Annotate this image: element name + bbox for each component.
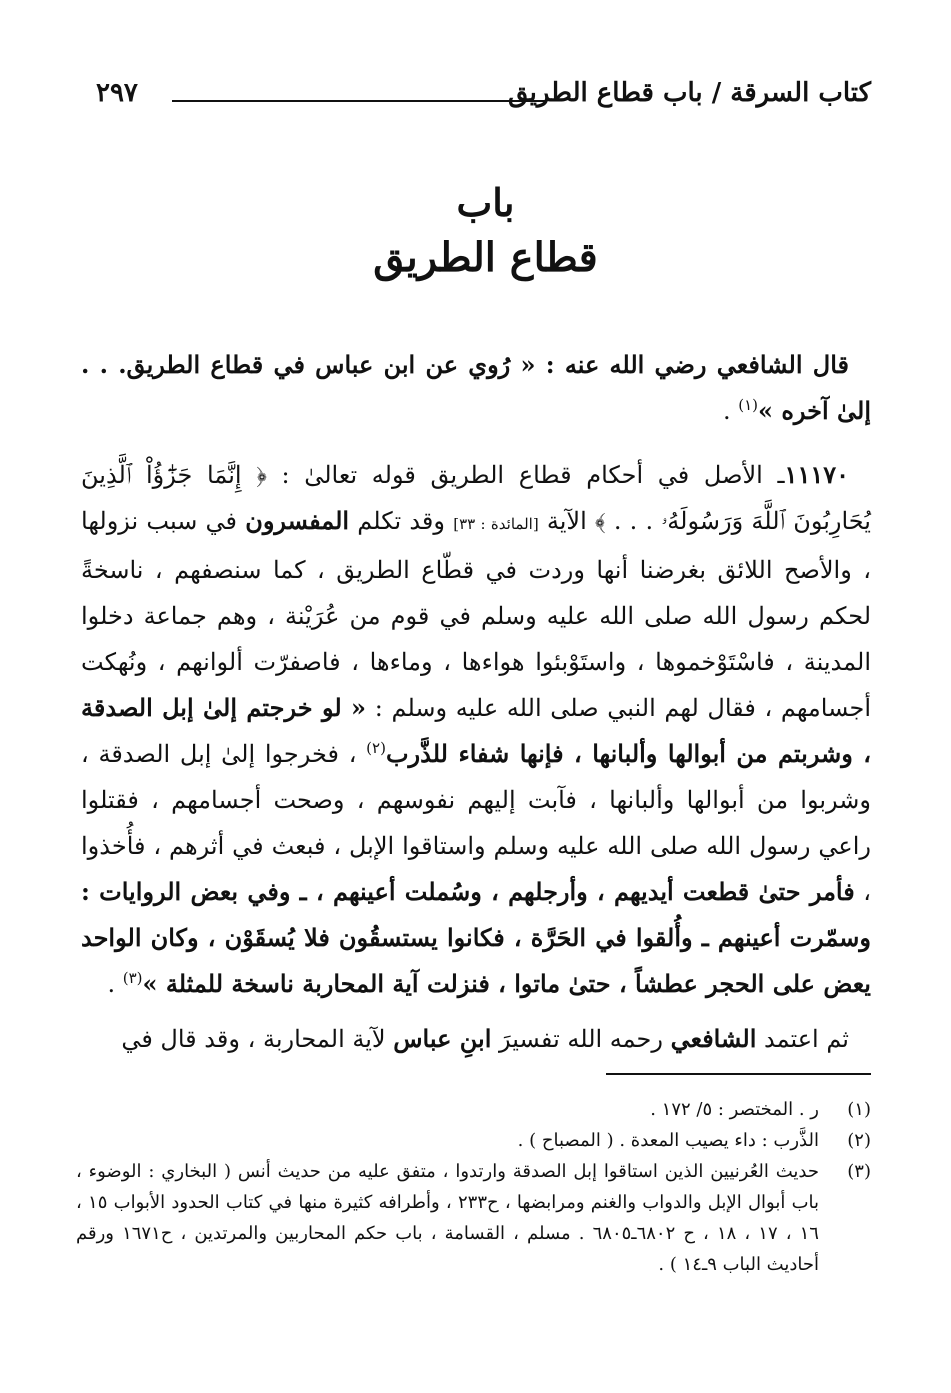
footnote-ref-1: (١) (738, 396, 758, 414)
paragraph-sentence-2b: المفسرون (245, 506, 350, 535)
hadith-quote-2: فأمر حتىٰ قطعت أيديهم ، وأرجلهم ، وسُملت أعينهم ، ـ وفي بعض الروايات : وسمّرت أعينهم ـ وأُلقوا في الحَرَّة ، فكانوا يستسقُون فلا يُسقَوْن ، وكان الواحد يعض على الحجر عطشاً ، حتىٰ ماتوا ، فنزلت آية المحاربة ناسخة للمثلة » (81, 877, 871, 998)
verse-citation: [المائدة : ٣٣] (453, 515, 539, 533)
footnote-number: (٣) (847, 1161, 871, 1182)
closing-s1: ثم اعتمد (756, 1025, 849, 1053)
hadith-quote-1: « لو خرجتم إلىٰ إبل الصدقة ، وشربتم من أبوالها وألبانها ، فإنها شفاء للذَّرب (81, 693, 871, 768)
closing-s2: الشافعي (670, 1024, 757, 1053)
footnote-item (76, 1156, 871, 1280)
header-rule (172, 100, 545, 102)
opening-tail: . (722, 397, 739, 425)
closing-s3: رحمه الله تفسيرَ (491, 1025, 671, 1053)
closing-s5: لآية المحاربة ، وقد قال في (121, 1025, 394, 1053)
paragraph-sentence-2: وقد تكلم (349, 507, 454, 535)
footnote-separator (606, 1073, 871, 1075)
opening-quote: قال الشافعي رضي الله عنه : « رُوي عن ابن عباس في قطاع الطريق. . . إلىٰ آخره » (81, 350, 871, 425)
chapter-label: باب (456, 180, 515, 225)
footnote-text: الذَّرب : داء يصيب المعدة . ( المصباح ) . (517, 1130, 819, 1151)
footnotes (76, 1094, 871, 1280)
paragraph-sentence-3: في سبب نزولها ، والأصح اللائق بغرضنا أنها وردت في قطّاع الطريق ، كما سنصفهم ، ناسخةً لحكم رسول الله صلى الله عليه وسلم في قوم من عُرَيْنة ، وهم جماعة دخلوا المدينة ، فاسْتَوْخموها ، واستَوْبئوا هواءها ، وماءها ، فاصفرّت ألوانهم ، ونُهكت أجسامهم ، فقال لهم النبي صلى الله عليه وسلم : (81, 507, 871, 722)
chapter-title: قطاع الطريق (373, 234, 598, 281)
paragraph-sentence-5: ، فخرجوا إلىٰ إبل الصدقة ، وشربوا من أبوالها وألبانها ، فآبت إليهم نفوسهم ، وصحت أجسامهم ، فقتلوا راعي رسول الله صلى الله عليه وسلم واستاقوا الإبل ، فبعث في أثرهم ، فأُخذوا ، (81, 740, 871, 906)
footnote-ref-2: (٢) (366, 739, 386, 757)
paragraph-sentence-1: ـ الأصل في أحكام قطاع الطريق قوله تعالىٰ : ﴿ إِنَّمَا جَزَٰٓؤُاْ ٱلَّذِينَ يُحَارِبُونَ ٱللَّهَ وَرَسُولَهُۥ . . . ﴾ الآية (81, 461, 871, 535)
footnote-ref-3: (٣) (122, 969, 143, 987)
paragraph-tail: . (107, 970, 123, 998)
closing-paragraph (81, 1016, 871, 1062)
footnote-item (76, 1125, 871, 1156)
header-title: كتاب السرقة / باب قطاع الطريق (508, 78, 871, 108)
footnote-text: ر . المختصر : ٥/ ١٧٢ . (650, 1099, 819, 1120)
footnote-number: (٢) (847, 1130, 871, 1151)
running-header (96, 72, 871, 116)
opening-paragraph (81, 342, 871, 434)
main-paragraph (81, 452, 871, 1007)
footnote-item (76, 1094, 871, 1125)
footnote-text: حديث العُرنيين الذين استاقوا إبل الصدقة وارتدوا ، متفق عليه من حديث أنس ( البخاري : الوضوء ، باب أبوال الإبل والدواب والغنم ومرابضها ، ح٢٣٣ ، وأطرافه كثيرة منها في كتاب الحدود الأبواب ١٥ ، ١٦ ، ١٧ ، ١٨ ، ح ٦٨٠٢ـ٦٨٠٥ . مسلم ، القسامة ، باب حكم المحاربين والمرتدين ، ح١٦٧١ ورقم أحاديث الباب ٩ـ١٤ ) . (76, 1161, 820, 1275)
paragraph-number: ١١١٧٠ (784, 460, 849, 489)
page-number: ٢٩٧ (96, 78, 138, 108)
closing-s4: ابنِ عباس (393, 1024, 492, 1053)
footnote-number: (١) (847, 1099, 871, 1120)
